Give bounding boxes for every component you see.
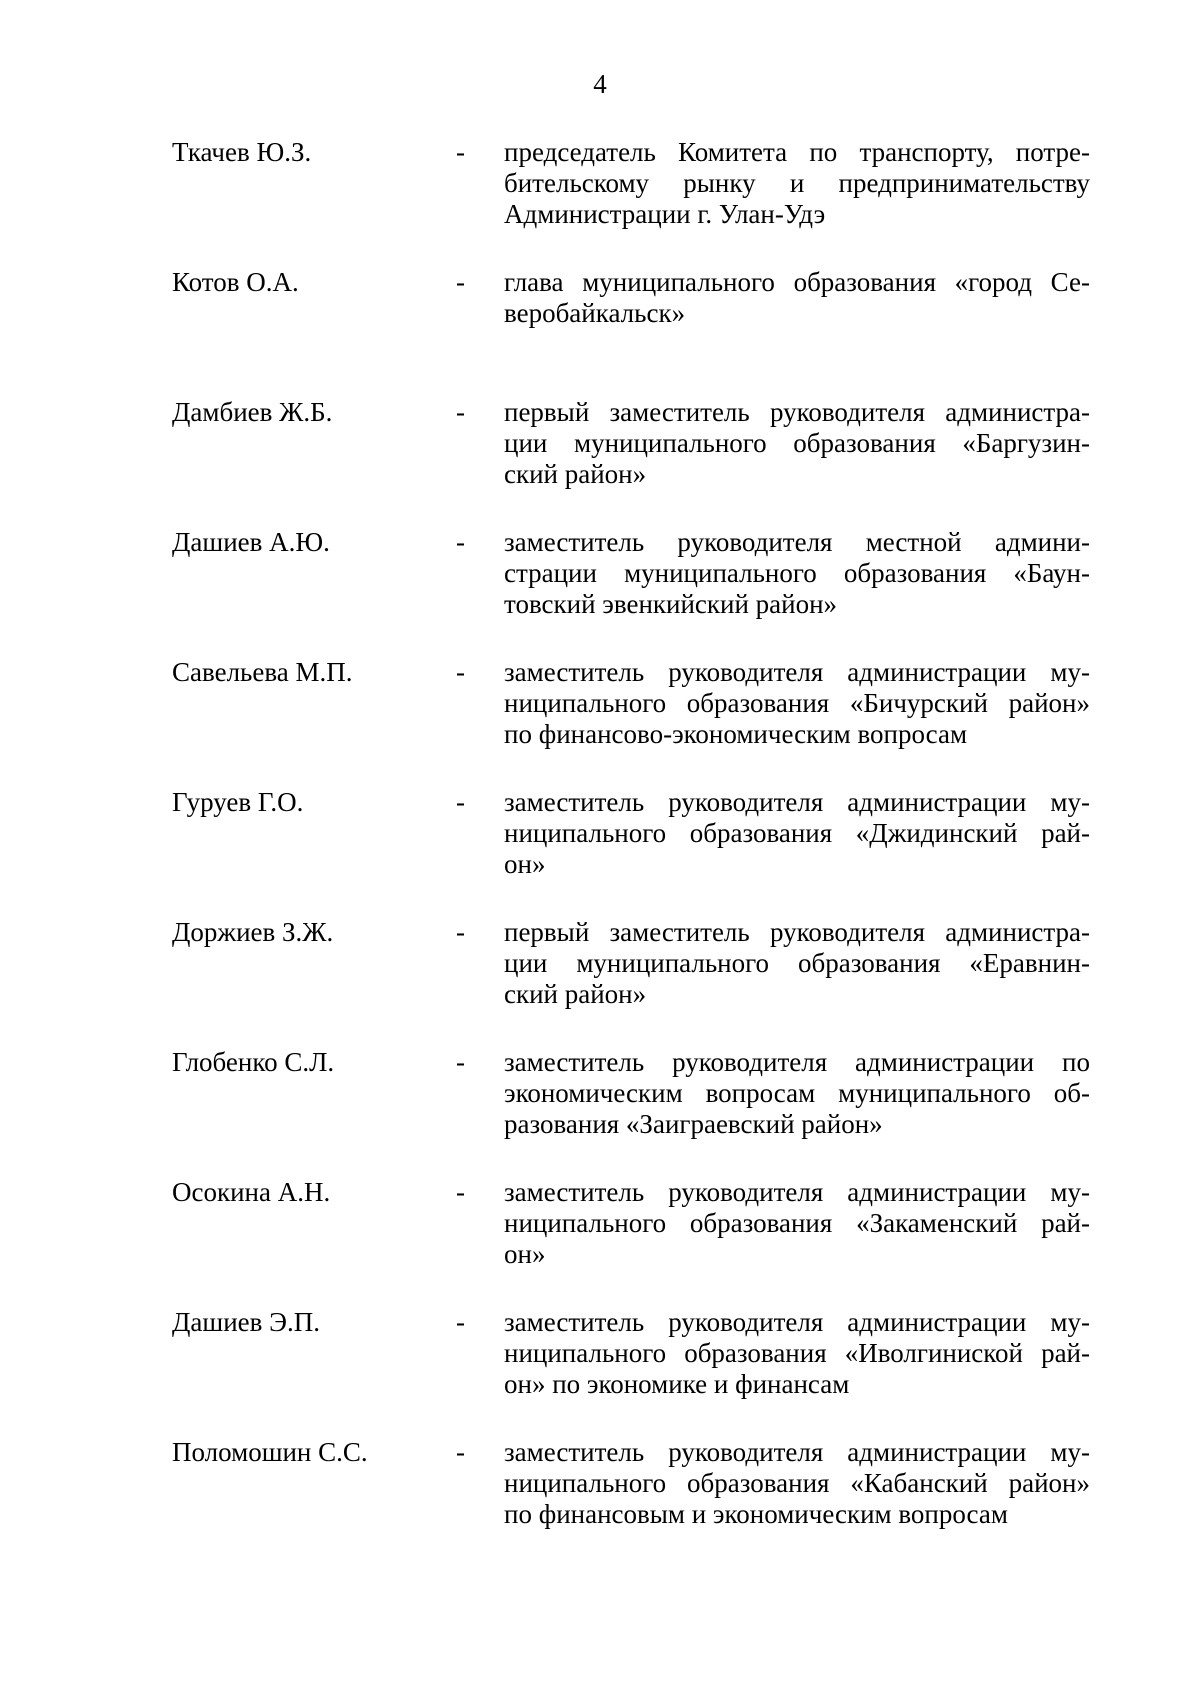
description-line: ский район»	[504, 459, 647, 489]
description-line: он» по экономике и финансам	[504, 1369, 850, 1399]
page-number: 4	[593, 69, 607, 99]
position-description	[504, 397, 1090, 490]
person-name: Дамбиев Ж.Б.	[172, 397, 333, 427]
person-name: Савельева М.П.	[172, 657, 353, 687]
description-line: Администрации г. Улан-Удэ	[504, 199, 826, 229]
position-description	[504, 527, 1090, 620]
description-line: глава муниципального образования «город Се-	[504, 267, 1090, 297]
description-line: ниципального образования «Закаменский рай-	[504, 1208, 1090, 1238]
person-name: Дашиев Э.П.	[172, 1307, 320, 1337]
separator-dash: -	[456, 137, 465, 167]
description-line: заместитель руководителя администрации му-	[504, 787, 1090, 817]
person-name: Осокина А.Н.	[172, 1177, 331, 1207]
separator-dash: -	[456, 1437, 465, 1467]
separator-dash: -	[456, 787, 465, 817]
description-line: веробайкальск»	[504, 298, 686, 328]
position-description	[504, 1047, 1090, 1140]
position-description	[504, 267, 1090, 329]
separator-dash: -	[456, 657, 465, 687]
description-line: ции муниципального образования «Баргузин-	[504, 428, 1090, 458]
position-description	[504, 787, 1090, 880]
description-line: заместитель руководителя местной админи-	[504, 527, 1090, 557]
description-line: заместитель руководителя администрации му-	[504, 1307, 1090, 1337]
description-line: ции муниципального образования «Еравнин-	[504, 948, 1090, 978]
description-line: председатель Комитета по транспорту, потре-	[504, 137, 1090, 167]
description-line: он»	[504, 1239, 546, 1269]
description-line: бительскому рынку и предпринимательству	[504, 168, 1090, 198]
position-description	[504, 917, 1090, 1010]
separator-dash: -	[456, 1307, 465, 1337]
person-name: Котов О.А.	[172, 267, 299, 297]
person-name: Ткачев Ю.З.	[172, 137, 312, 167]
person-name: Гуруев Г.О.	[172, 787, 304, 817]
position-description	[504, 1437, 1090, 1530]
description-line: ский район»	[504, 979, 647, 1009]
description-line: заместитель руководителя администрации по	[504, 1047, 1090, 1077]
description-line: ниципального образования «Джидинский рай-	[504, 818, 1090, 848]
description-line: он»	[504, 849, 546, 879]
position-description	[504, 1307, 1090, 1400]
description-line: ниципального образования «Кабанский район»	[504, 1468, 1090, 1498]
person-name: Доржиев З.Ж.	[172, 917, 334, 947]
separator-dash: -	[456, 267, 465, 297]
description-line: заместитель руководителя администрации му-	[504, 1177, 1090, 1207]
description-line: ниципального образования «Иволгиниской рай-	[504, 1338, 1090, 1368]
person-name: Дашиев А.Ю.	[172, 527, 330, 557]
separator-dash: -	[456, 1047, 465, 1077]
description-line: разования «Заиграевский район»	[504, 1109, 883, 1139]
separator-dash: -	[456, 1177, 465, 1207]
separator-dash: -	[456, 917, 465, 947]
position-description	[504, 137, 1090, 230]
description-line: страции муниципального образования «Баун-	[504, 558, 1090, 588]
description-line: экономическим вопросам муниципального об-	[504, 1078, 1090, 1108]
separator-dash: -	[456, 527, 465, 557]
description-line: заместитель руководителя администрации му-	[504, 1437, 1090, 1467]
person-name: Поломошин С.С.	[172, 1437, 368, 1467]
description-line: ниципального образования «Бичурский район»	[504, 688, 1090, 718]
position-description	[504, 1177, 1090, 1270]
position-description	[504, 657, 1090, 750]
description-line: по финансово-экономическим вопросам	[504, 719, 968, 749]
description-line: первый заместитель руководителя администра-	[504, 917, 1090, 947]
description-line: по финансовым и экономическим вопросам	[504, 1499, 1008, 1529]
description-line: товский эвенкийский район»	[504, 589, 838, 619]
description-line: заместитель руководителя администрации му-	[504, 657, 1090, 687]
separator-dash: -	[456, 397, 465, 427]
person-name: Глобенко С.Л.	[172, 1047, 335, 1077]
description-line: первый заместитель руководителя администра-	[504, 397, 1090, 427]
